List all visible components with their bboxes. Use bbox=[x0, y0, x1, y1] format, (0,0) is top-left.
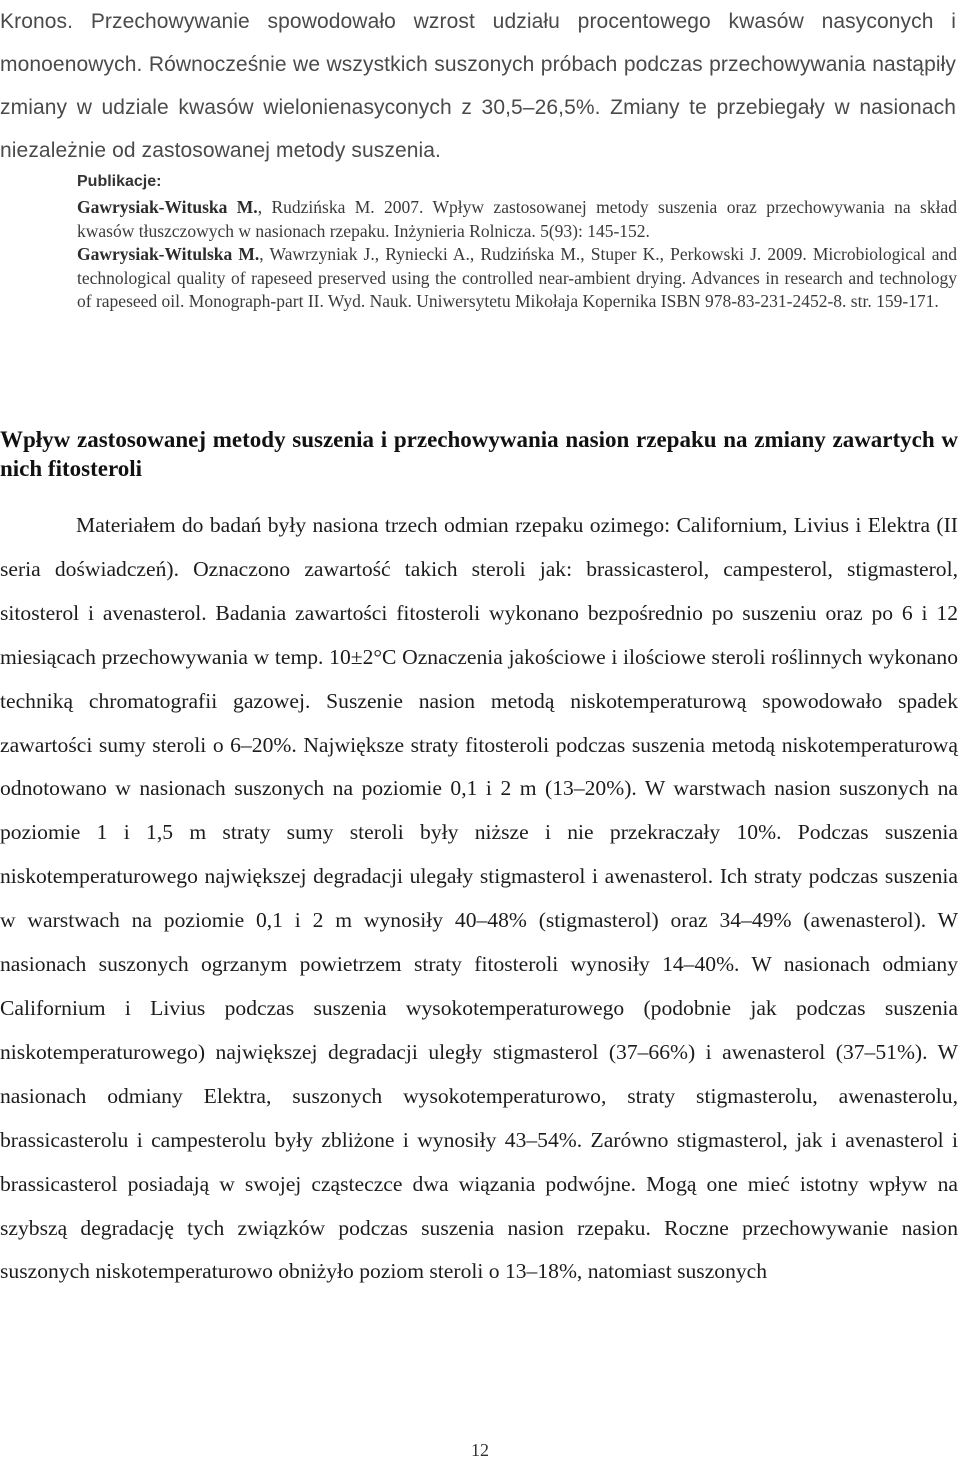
page-number: 12 bbox=[471, 1440, 489, 1460]
reference-2-authors: Gawrysiak-Witulska M. bbox=[77, 244, 260, 264]
body-paragraph: Materiałem do badań były nasiona trzech odmian rzepaku ozimego: Californium, Livius i Elektra (II seria doświadczeń). Oznaczono zawartość takich steroli jak: brassicasterol, campesterol, stigmasterol, sitosterol i avenasterol. Badania zawartości fitosteroli wykonano bezpośrednio po suszeniu oraz po 6 i 12 miesiącach przechowywania w temp. 10±2°C Oznaczenia jakościowe i ilościowe steroli roślinnych wykonano techniką chromatografii gazowej. Suszenie nasion metodą niskotemperaturową spowodowało spadek zawartości sumy steroli o 6–20%. Największe straty fitosteroli podczas suszenia metodą niskotemperaturową odnotowano w nasionach suszonych na poziomie 0,1 i 2 m (13–20%). W warstwach nasion suszonych na poziomie 1 i 1,5 m straty sumy steroli były niższe i nie przekraczały 10%. Podczas suszenia niskotemperaturowego największej degradacji ulegały stigmasterol i awenasterol. Ich straty podczas suszenia w warstwach na poziomie 0,1 i 2 m wynosiły 40–48% (stigmasterol) oraz 34–49% (awenasterol). W nasionach suszonych ogrzanym powietrzem straty fitosteroli wynosiły 14–40%. W nasionach odmiany Californium i Livius podczas suszenia wysokotemperaturowego (podobnie jak podczas suszenia niskotemperaturowego) największej degradacji uległy stigmasterol (37–66%) i awenasterol (37–51%). W nasionach odmiany Elektra, suszonych wysokotemperaturowo, straty stigmasterolu, awenasterolu, brassicasterolu i campesterolu były zbliżone i wynosiły 43–54%. Zarówno stigmasterol, jak i avenasterol i brassicasterol posiadają w swojej cząsteczce dwa wiązania podwójne. Mogą one mieć istotny wpływ na szybszą degradację tych związków podczas suszenia nasion rzepaku. Roczne przechowywanie nasion suszonych niskotemperaturowo obniżyło poziom steroli o 13–18%, natomiast suszonych bbox=[0, 513, 958, 1284]
reference-1-authors: Gawrysiak-Wituska M. bbox=[77, 197, 258, 217]
reference-1 bbox=[77, 196, 957, 243]
intro-paragraph: Kronos. Przechowywanie spowodowało wzrost udziału procentowego kwasów nasyconych i monoenowych. Równocześnie we wszystkich suszonych próbach podczas przechowywania nastąpiły zmiany w udziale kwasów wielonienasyconych z 30,5–26,5%. Zmiany te przebiegały w nasionach niezależnie od zastosowanej metody suszenia. bbox=[0, 10, 956, 162]
reference-2 bbox=[77, 243, 957, 314]
reference-1-text: , Rudzińska M. 2007. Wpływ zastosowanej metody suszenia oraz przechowywania na skład kwasów tłuszczowych w nasionach rzepaku. Inżynieria Rolnicza. 5(93): 145-152. bbox=[77, 197, 957, 241]
section-title: Wpływ zastosowanej metody suszenia i przechowywania nasion rzepaku na zmiany zawartych w nich fitosteroli bbox=[0, 427, 958, 481]
publications-block bbox=[77, 170, 957, 314]
publications-heading: Publikacje: bbox=[77, 173, 162, 190]
reference-2-text: , Wawrzyniak J., Ryniecki A., Rudzińska M., Stuper K., Perkowski J. 2009. Microbiological and technological quality of rapeseed preserved using the controlled near-ambient drying. Advances in research and technology of rapeseed oil. Monograph-part II. Wyd. Nauk. Uniwersytetu Mikołaja Kopernika ISBN 978-83-231-2452-8. str. 159-171. bbox=[77, 244, 957, 311]
